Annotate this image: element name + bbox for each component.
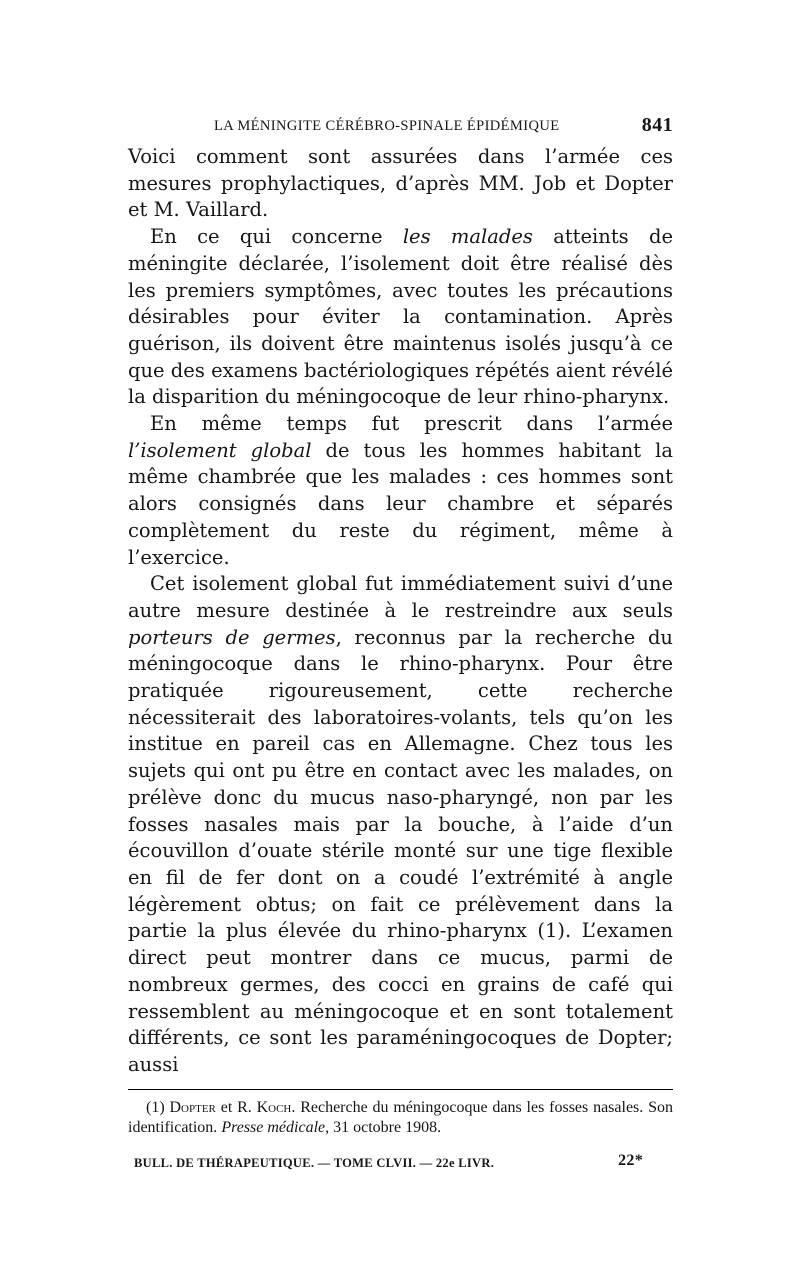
paragraph-3-text-end: de tous les hommes habitant la même chambrée que les malades : ces hommes sont alors consignés dans leur chambre et séparés complètement du reste du régiment, même à l’exercice. — [128, 438, 673, 569]
paragraph-4-emphasis: porteurs de germes — [128, 625, 336, 649]
paragraph-1-text: Voici comment sont assurées dans l’armée ces mesures prophylactiques, d’après MM. Job et Dopter et M. Vaillard. — [128, 145, 673, 222]
paragraph-4-text-start: Cet isolement global fut immédiatement suivi d’une autre mesure destinée à le restreindre aux seuls — [128, 572, 673, 622]
signature-text: BULL. DE THÉRAPEUTIQUE. — TOME CLVII. — 22e LIVR. — [134, 1155, 495, 1170]
signature-mark: 22* — [618, 1151, 643, 1169]
footnote — [128, 1098, 673, 1138]
paragraph-2-text-start: En ce qui concerne — [150, 225, 403, 249]
footnote-separator — [128, 1089, 673, 1090]
footnote-journal: Presse médicale — [221, 1118, 326, 1136]
printer-signature — [128, 1148, 673, 1178]
running-head — [128, 108, 673, 144]
paragraph-2-emphasis: les malades — [402, 225, 533, 249]
book-page — [128, 108, 673, 1178]
paragraph-1 — [128, 144, 673, 224]
paragraph-3-text-start: En même temps fut prescrit dans l’armée — [150, 412, 673, 436]
paragraph-3-emphasis: l’isolement global — [128, 438, 312, 462]
paragraph-2-text-end: atteints de méningite déclarée, l’isolement doit être réalisé dès les premiers symptômes, avec toutes les précautions désirables pour éviter la contamination. Après guérison, ils doivent être maintenus isolés jusqu’à ce que des examens bactériologiques répétés aient révélé la disparition du méningocoque de leur rhino-pharynx. — [128, 225, 673, 409]
running-head-title: LA MÉNINGITE CÉRÉBRO-SPINALE ÉPIDÉMIQUE — [214, 118, 560, 134]
footnote-author-2: R. Koch — [237, 1098, 292, 1116]
page-number: 841 — [641, 114, 673, 136]
footnote-connector: et — [215, 1098, 238, 1116]
footnote-date: , 31 octobre 1908. — [325, 1118, 442, 1136]
footnote-author-1: Dopter — [169, 1098, 216, 1116]
paragraph-2 — [128, 224, 673, 411]
paragraph-4 — [128, 571, 673, 1078]
footnote-text: . Recherche du méningocoque dans les fosses nasales. Son identification. — [128, 1098, 674, 1136]
footnote-marker: (1) — [146, 1098, 165, 1116]
paragraph-4-text-end: , reconnus par la recherche du méningocoque dans le rhino-pharynx. Pour être pratiquée rigoureusement, cette recherche nécessiterait des laboratoires-volants, tels qu’on les institue en pareil cas en Allemagne. Chez tous les sujets qui ont pu être en contact avec les malades, on prélève donc du mucus naso-pharyngé, non par les fosses nasales mais par la bouche, à l’aide d’un écouvillon d’ouate stérile monté sur une tige flexible en fil de fer dont on a coudé l’extrémité à angle légèrement obtus; on fait ce prélèvement dans la partie la plus élevée du rhino-pharynx (1). L’examen direct peut montrer dans ce mucus, parmi de nombreux germes, des cocci en grains de café qui ressemblent au méningocoque et en sont totalement différents, ce sont les paraméningocoques de Dopter; aussi — [128, 625, 673, 1076]
paragraph-3 — [128, 411, 673, 571]
